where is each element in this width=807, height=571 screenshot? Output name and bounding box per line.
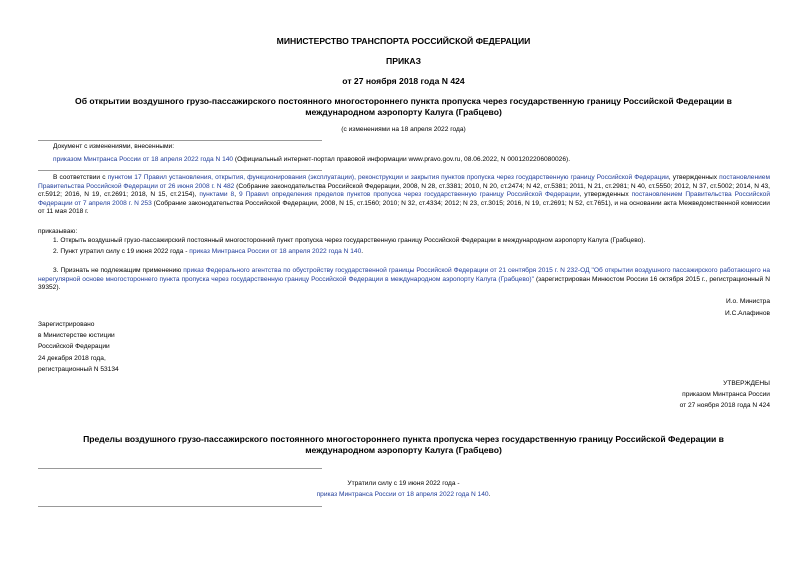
amendment-note: (с изменениями на 18 апреля 2022 года) (341, 126, 466, 133)
item2-amendment-link[interactable]: приказ Минтранса России от 18 апреля 2022 года N 140 (189, 248, 362, 255)
limits-lost-force-link-line: приказ Минтранса России от 18 апреля 2022 года N 140. (316, 491, 491, 498)
registration-block: Зарегистрировано в Министерстве юстиции Российской Федерации 24 декабря 2018 года, регистрационный N 53134 (38, 321, 119, 373)
item9-link[interactable]: 9 Правил определения пределов пунктов пропуска через государственную границу Российской Федерации (239, 191, 580, 199)
order-title-line1: Об открытии воздушного грузо-пассажирского постоянного многостороннего пункта пропуска через государственную границу Российской Федерации в (75, 96, 732, 106)
signature-name: И.С.Алафинов (725, 310, 770, 317)
order-item-1: 1. Открыть воздушный грузо-пассажирский постоянный многосторонний пункт пропуска через государственную границу Российской Федерации в международном аэропорту Калуга (Грабцево). (53, 237, 646, 244)
rules-link[interactable]: пунктом 17 Правил установления, открытия, функционирования (эксплуатации), реконструкции и закрытия пунктов пропуска через государственную границу Российской Федерации (107, 174, 669, 181)
resolution-482-link[interactable]: постановлением Правительства Российской Федерации от 26 июня 2008 г. N 482 (38, 174, 770, 190)
limits-lost-force: Утратили силу с 19 июня 2022 года - (347, 480, 460, 487)
preamble-paragraph: В соответствии с пунктом 17 Правил установления, открытия, функционирования (эксплуатации), реконструкции и закрытия пунктов пропуска через государственную границу Российской Федерации, утвержденных постановлением Правительства Российской Федерации от 26 июня 2008 г. N 482 (Собрание законодательства Российской Федерации, 2008, N 28, ст.3381; 2010, N 20, ст.2474; N 42, ст.5381; 2011, N 21, ст.2981; N 40, ст.5550; 2012, N 37, ст.5002; 2014, N 43, ст.5912; 2016, N 19, ст.2691; 2018, N 15, ст.2154), пунктами 8, 9 Правил определения пределов пунктов пропуска через государственную границу Российской Федерации, утвержденных постановлением Правительства Российской Федерации от 7 апреля 2008 г. N 253 (Собрание законодательства Российской Федерации, 2008, N 15, ст.1560; 2010; N 32, ст.4334; 2012; N 23, ст.3015; 2016, N 19, ст.2691; N 52, ст.7651), и на основании акта Межведомственной комиссии от 11 мая 2018 г. (38, 174, 771, 216)
amendment-link[interactable]: приказом Минтранса России от 18 апреля 2022 года N 140 (53, 156, 234, 163)
doc-type-heading: ПРИКАЗ (386, 56, 421, 66)
approved-block: УТВЕРЖДЕНЫ приказом Минтранса России от 27 ноября 2018 года N 424 (679, 380, 770, 410)
order-title-line2: международном аэропорту Калуга (Грабцево) (305, 107, 502, 117)
changes-intro: Документ с изменениями, внесенными: (53, 143, 175, 150)
limits-title-line2: международном аэропорту Калуга (Грабцево) (305, 445, 502, 455)
changes-line (53, 156, 570, 164)
divider-limits-bottom (38, 506, 322, 507)
order-word: приказываю: (38, 228, 78, 235)
divider-limits-top (38, 468, 322, 469)
item8-link[interactable]: пунктами 8 (199, 191, 235, 199)
order-item-3: 3. Признать не подлежащим применению приказ Федерального агентства по обустройству государственной границы Российской Федерации от 21 сентября 2015 г. N 232-ОД "Об открытии воздушного пассажирского работающего на нерегулярной основе многостороннего пункта пропуска через государственную границу Российской Федерации в международном аэропорту Калуга (Грабцево)" (зарегистрирован Минюстом России 16 октября 2015 г., регистрационный N 39352). (38, 267, 770, 292)
ministry-heading: МИНИСТЕРСТВО ТРАНСПОРТА РОССИЙСКОЙ ФЕДЕРАЦИИ (276, 36, 531, 46)
changes-source: (Официальный интернет-портал правовой информации www.pravo.gov.ru, 08.06.2022, N 0001202206080026). (233, 156, 571, 163)
divider-changes (38, 170, 322, 171)
agency-order-link[interactable]: приказ Федерального агентства по обустройству государственной границы Российской Федерации от 21 сентября 2015 г. N 232-ОД "Об открытии воздушного пассажирского работающего на нерегулярной основе многостороннего пункта пропуска через государственную границу Российской Федерации в международном аэропорту Калуга (Грабцево)" (38, 267, 770, 283)
signature-position: И.о. Министра (725, 298, 770, 305)
order-item-2: 2. Пункт утратил силу с 19 июня 2022 года - приказ Минтранса России от 18 апреля 2022 года N 140. (53, 248, 364, 255)
resolution-253-link[interactable]: постановлением Правительства Российской Федерации от 7 апреля 2008 г. N 253 (38, 191, 771, 207)
limits-title-line1: Пределы воздушного грузо-пассажирского постоянного многостороннего пункта пропуска через государственную границу Российской Федерации в (83, 434, 724, 444)
order-date-number: от 27 ноября 2018 года N 424 (342, 76, 465, 86)
limits-amendment-link[interactable]: приказ Минтранса России от 18 апреля 2022 года N 140 (316, 491, 489, 498)
divider-top (38, 140, 322, 141)
